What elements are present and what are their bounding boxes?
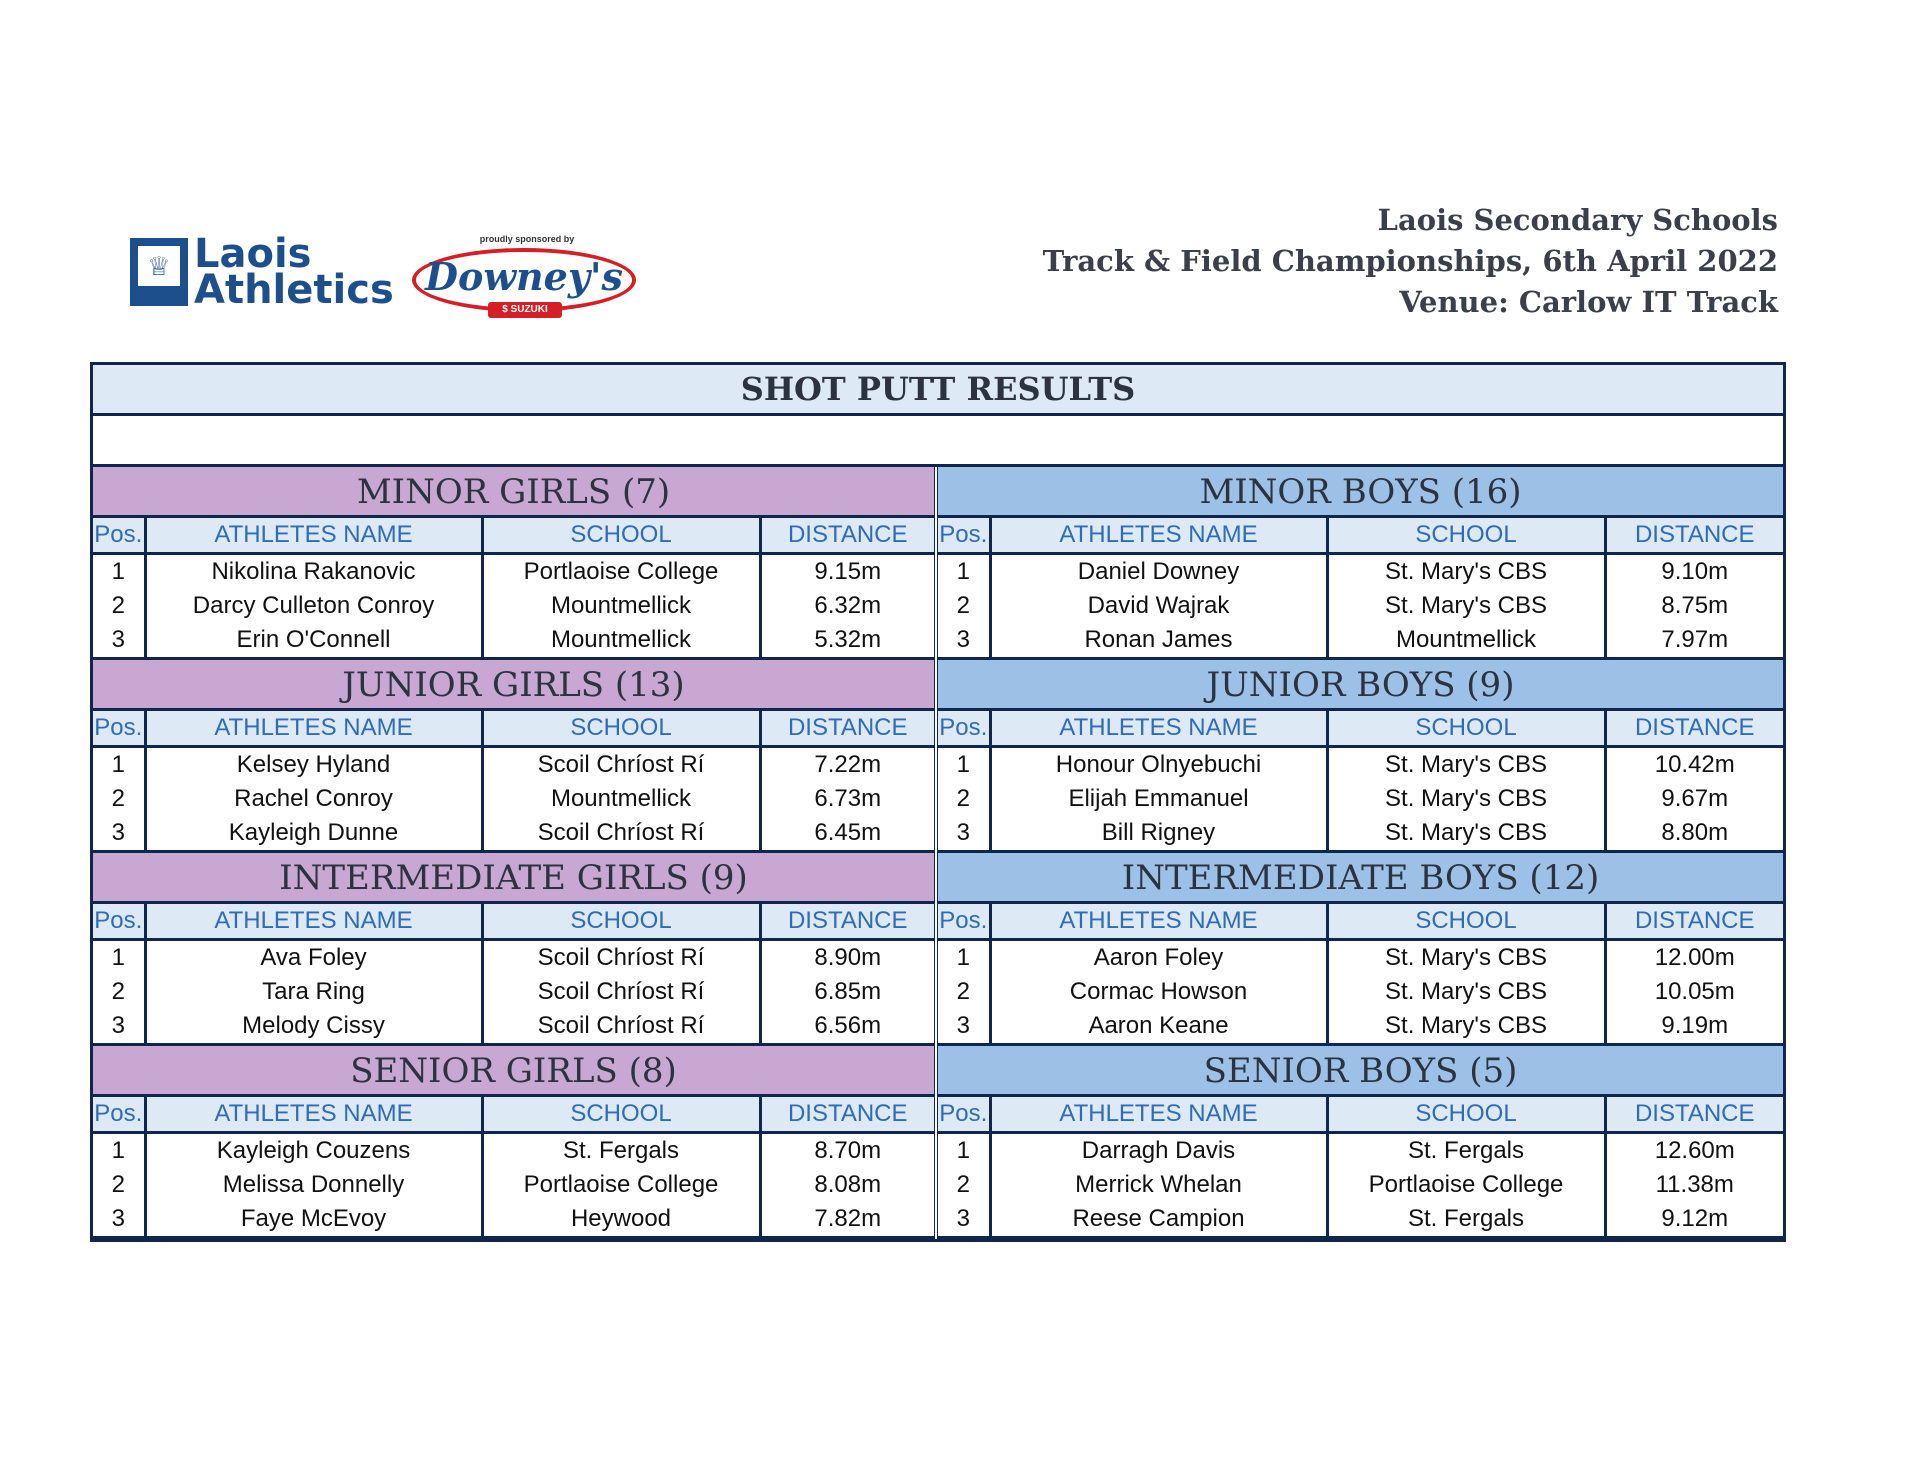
distance-cell: 11.38m	[1655, 1171, 1734, 1198]
table-row	[938, 1202, 1783, 1238]
distance-cell: 8.90m	[814, 944, 882, 971]
table-row	[938, 747, 1783, 783]
boys-results	[938, 1046, 1783, 1239]
distance-cell: 6.32m	[814, 592, 882, 619]
category-table	[93, 711, 934, 853]
category-table	[93, 1097, 934, 1239]
school-header: SCHOOL	[482, 711, 760, 747]
position-cell: 1	[938, 747, 990, 783]
logo-area	[130, 228, 670, 328]
athlete-name-cell: David Wajrak	[990, 589, 1327, 623]
school-cell: St. Mary's CBS	[1327, 975, 1605, 1009]
distance-cell: 9.15m	[814, 558, 882, 585]
boys-results	[938, 467, 1783, 660]
school-cell: St. Mary's CBS	[1327, 554, 1605, 590]
school-header: SCHOOL	[482, 518, 760, 554]
school-cell: St. Fergals	[1327, 1202, 1605, 1238]
sponsor-tagline: proudly sponsored by	[479, 234, 575, 244]
table-row	[938, 589, 1783, 623]
category-table	[93, 518, 934, 660]
table-row	[938, 940, 1783, 976]
results-table	[90, 362, 1786, 1242]
distance-header: DISTANCE	[760, 1097, 934, 1133]
athlete-name-header: ATHLETES NAME	[990, 1097, 1327, 1133]
school-cell: St. Mary's CBS	[1327, 816, 1605, 852]
school-cell: Scoil Chríost Rí	[482, 975, 760, 1009]
pos-header: Pos.	[938, 904, 990, 940]
school-cell: Mountmellick	[482, 589, 760, 623]
athlete-name-cell: Tara Ring	[145, 975, 482, 1009]
position-cell: 1	[93, 554, 145, 590]
distance-header: DISTANCE	[1605, 1097, 1783, 1133]
distance-header: DISTANCE	[1605, 518, 1783, 554]
category-table	[938, 904, 1783, 1046]
athlete-name-header: ATHLETES NAME	[990, 518, 1327, 554]
athlete-name-header: ATHLETES NAME	[145, 711, 482, 747]
athlete-name-cell: Ava Foley	[145, 940, 482, 976]
distance-cell: 8.08m	[814, 1171, 882, 1198]
athlete-name-cell: Darragh Davis	[990, 1133, 1327, 1169]
distance-cell: 10.42m	[1654, 751, 1735, 778]
category-title: SENIOR BOYS (5)	[938, 1046, 1783, 1097]
position-cell: 1	[938, 940, 990, 976]
category-title: MINOR BOYS (16)	[938, 467, 1783, 518]
athlete-name-cell: Erin O'Connell	[145, 623, 482, 659]
position-cell: 2	[93, 975, 145, 1009]
column-header-row	[93, 518, 934, 554]
position-cell: 2	[938, 975, 990, 1009]
table-row	[938, 1009, 1783, 1045]
girls-results	[93, 660, 938, 853]
category-section	[93, 1046, 1783, 1239]
position-cell: 1	[93, 1133, 145, 1169]
school-cell: St. Mary's CBS	[1327, 782, 1605, 816]
school-cell: Scoil Chríost Rí	[482, 747, 760, 783]
table-row	[938, 1168, 1783, 1202]
distance-cell: 6.45m	[760, 816, 934, 852]
position-cell: 2	[93, 782, 145, 816]
school-cell: Mountmellick	[1327, 623, 1605, 659]
position-cell: 3	[938, 1202, 990, 1238]
event-header	[1043, 200, 1778, 323]
athlete-name-cell: Melody Cissy	[145, 1009, 482, 1045]
school-cell: St. Mary's CBS	[1327, 940, 1605, 976]
column-header-row	[938, 711, 1783, 747]
table-row	[93, 747, 934, 783]
distance-cell: 9.10m	[1661, 558, 1729, 585]
school-header: SCHOOL	[1327, 518, 1605, 554]
logo-line-1: Laois	[194, 231, 312, 277]
table-row	[938, 1133, 1783, 1169]
athlete-name-header: ATHLETES NAME	[145, 904, 482, 940]
category-section	[93, 467, 1783, 660]
school-header: SCHOOL	[482, 1097, 760, 1133]
girls-results	[93, 1046, 938, 1239]
girls-results	[93, 467, 938, 660]
distance-cell: 8.80m	[1605, 816, 1783, 852]
header-line-1: Laois Secondary Schools	[1377, 203, 1778, 237]
laois-athletics-logo	[130, 231, 394, 313]
position-cell: 2	[93, 589, 145, 623]
header-line-2: Track & Field Championships, 6th April 2022	[1042, 244, 1778, 278]
table-row	[93, 782, 934, 816]
category-section	[93, 660, 1783, 853]
table-row	[93, 940, 934, 976]
table-row	[93, 1009, 934, 1045]
column-header-row	[938, 518, 1783, 554]
distance-cell: 12.00m	[1654, 944, 1735, 971]
category-table	[938, 711, 1783, 853]
distance-cell: 9.67m	[1661, 785, 1729, 812]
table-row	[938, 782, 1783, 816]
category-title: JUNIOR BOYS (9)	[938, 660, 1783, 711]
table-row	[938, 623, 1783, 659]
school-cell: Scoil Chríost Rí	[482, 1009, 760, 1045]
position-cell: 1	[938, 1133, 990, 1169]
school-header: SCHOOL	[482, 904, 760, 940]
athlete-name-cell: Kayleigh Couzens	[145, 1133, 482, 1169]
athlete-name-cell: Reese Campion	[990, 1202, 1327, 1238]
pos-header: Pos.	[93, 904, 145, 940]
position-cell: 1	[938, 554, 990, 590]
school-cell: Scoil Chríost Rí	[482, 816, 760, 852]
distance-header: DISTANCE	[760, 904, 934, 940]
category-table	[938, 518, 1783, 660]
athlete-name-cell: Kelsey Hyland	[145, 747, 482, 783]
pos-header: Pos.	[938, 1097, 990, 1133]
distance-header: DISTANCE	[1605, 711, 1783, 747]
category-title: INTERMEDIATE GIRLS (9)	[93, 853, 934, 904]
athlete-name-cell: Melissa Donnelly	[145, 1168, 482, 1202]
distance-cell: 7.82m	[760, 1202, 934, 1238]
position-cell: 1	[93, 747, 145, 783]
table-row	[93, 589, 934, 623]
header-line-3: Venue: Carlow IT Track	[1399, 285, 1778, 319]
position-cell: 3	[93, 1202, 145, 1238]
athlete-name-cell: Nikolina Rakanovic	[145, 554, 482, 590]
pos-header: Pos.	[93, 711, 145, 747]
distance-header: DISTANCE	[760, 518, 934, 554]
table-row	[938, 816, 1783, 852]
distance-cell: 7.97m	[1605, 623, 1783, 659]
column-header-row	[93, 1097, 934, 1133]
school-cell: Portlaoise College	[482, 554, 760, 590]
athlete-name-cell: Merrick Whelan	[990, 1168, 1327, 1202]
position-cell: 3	[93, 623, 145, 659]
girls-results	[93, 853, 938, 1046]
category-table	[938, 1097, 1783, 1239]
position-cell: 3	[938, 623, 990, 659]
school-cell: St. Mary's CBS	[1327, 747, 1605, 783]
position-cell: 1	[93, 940, 145, 976]
school-cell: St. Fergals	[482, 1133, 760, 1169]
column-header-row	[938, 1097, 1783, 1133]
pos-header: Pos.	[938, 518, 990, 554]
sponsor-logo	[412, 234, 642, 324]
athlete-name-cell: Elijah Emmanuel	[990, 782, 1327, 816]
athlete-name-cell: Aaron Foley	[990, 940, 1327, 976]
athlete-name-cell: Ronan James	[990, 623, 1327, 659]
boys-results	[938, 853, 1783, 1046]
school-cell: Mountmellick	[482, 623, 760, 659]
school-cell: Mountmellick	[482, 782, 760, 816]
table-row	[93, 1168, 934, 1202]
athlete-name-header: ATHLETES NAME	[990, 904, 1327, 940]
distance-cell: 10.05m	[1654, 978, 1735, 1005]
category-section	[93, 853, 1783, 1046]
athlete-name-cell: Rachel Conroy	[145, 782, 482, 816]
school-header: SCHOOL	[1327, 1097, 1605, 1133]
category-table	[93, 904, 934, 1046]
distance-cell: 8.75m	[1661, 592, 1729, 619]
athlete-name-header: ATHLETES NAME	[145, 1097, 482, 1133]
athlete-name-cell: Kayleigh Dunne	[145, 816, 482, 852]
sections-container	[93, 467, 1783, 1239]
table-row	[93, 1133, 934, 1169]
athlete-name-header: ATHLETES NAME	[145, 518, 482, 554]
school-header: SCHOOL	[1327, 711, 1605, 747]
position-cell: 2	[93, 1168, 145, 1202]
position-cell: 2	[938, 589, 990, 623]
column-header-row	[93, 904, 934, 940]
athlete-name-cell: Cormac Howson	[990, 975, 1327, 1009]
school-cell: Scoil Chríost Rí	[482, 940, 760, 976]
category-title: INTERMEDIATE BOYS (12)	[938, 853, 1783, 904]
position-cell: 3	[938, 1009, 990, 1045]
position-cell: 3	[93, 1009, 145, 1045]
school-cell: St. Mary's CBS	[1327, 589, 1605, 623]
position-cell: 3	[938, 816, 990, 852]
category-title: JUNIOR GIRLS (13)	[93, 660, 934, 711]
position-cell: 2	[938, 1168, 990, 1202]
athlete-name-header: ATHLETES NAME	[990, 711, 1327, 747]
school-cell: Heywood	[482, 1202, 760, 1238]
school-header: SCHOOL	[1327, 904, 1605, 940]
pos-header: Pos.	[93, 518, 145, 554]
table-row	[938, 975, 1783, 1009]
distance-cell: 6.73m	[814, 785, 882, 812]
athlete-name-cell: Daniel Downey	[990, 554, 1327, 590]
table-row	[93, 554, 934, 590]
sponsor-sub: $ SUZUKI	[488, 302, 562, 318]
school-cell: St. Mary's CBS	[1327, 1009, 1605, 1045]
table-row	[93, 623, 934, 659]
pos-header: Pos.	[93, 1097, 145, 1133]
category-title: SENIOR GIRLS (8)	[93, 1046, 934, 1097]
category-title: MINOR GIRLS (7)	[93, 467, 934, 518]
distance-cell: 9.19m	[1605, 1009, 1783, 1045]
school-cell: Portlaoise College	[482, 1168, 760, 1202]
logo-line-2: Athletics	[194, 267, 394, 313]
sponsor-name: Downey's	[425, 254, 623, 299]
table-row	[93, 975, 934, 1009]
athlete-name-cell: Bill Rigney	[990, 816, 1327, 852]
distance-header: DISTANCE	[1605, 904, 1783, 940]
pos-header: Pos.	[938, 711, 990, 747]
athlete-name-cell: Darcy Culleton Conroy	[145, 589, 482, 623]
athlete-name-cell: Aaron Keane	[990, 1009, 1327, 1045]
distance-cell: 12.60m	[1654, 1137, 1735, 1164]
blank-row	[93, 416, 1783, 467]
position-cell: 2	[938, 782, 990, 816]
position-cell: 3	[93, 816, 145, 852]
distance-cell: 8.70m	[814, 1137, 882, 1164]
athlete-name-cell: Faye McEvoy	[145, 1202, 482, 1238]
distance-cell: 6.56m	[760, 1009, 934, 1045]
athlete-name-cell: Honour Olnyebuchi	[990, 747, 1327, 783]
table-row	[93, 1202, 934, 1238]
table-row	[93, 816, 934, 852]
column-header-row	[93, 711, 934, 747]
distance-cell: 7.22m	[814, 751, 882, 778]
boys-results	[938, 660, 1783, 853]
school-cell: Portlaoise College	[1327, 1168, 1605, 1202]
distance-cell: 9.12m	[1605, 1202, 1783, 1238]
column-header-row	[938, 904, 1783, 940]
laois-crest-icon: ♕	[130, 238, 188, 306]
distance-cell: 5.32m	[760, 623, 934, 659]
results-title: SHOT PUTT RESULTS	[93, 365, 1783, 416]
distance-header: DISTANCE	[760, 711, 934, 747]
school-cell: St. Fergals	[1327, 1133, 1605, 1169]
table-row	[938, 554, 1783, 590]
distance-cell: 6.85m	[814, 978, 882, 1005]
